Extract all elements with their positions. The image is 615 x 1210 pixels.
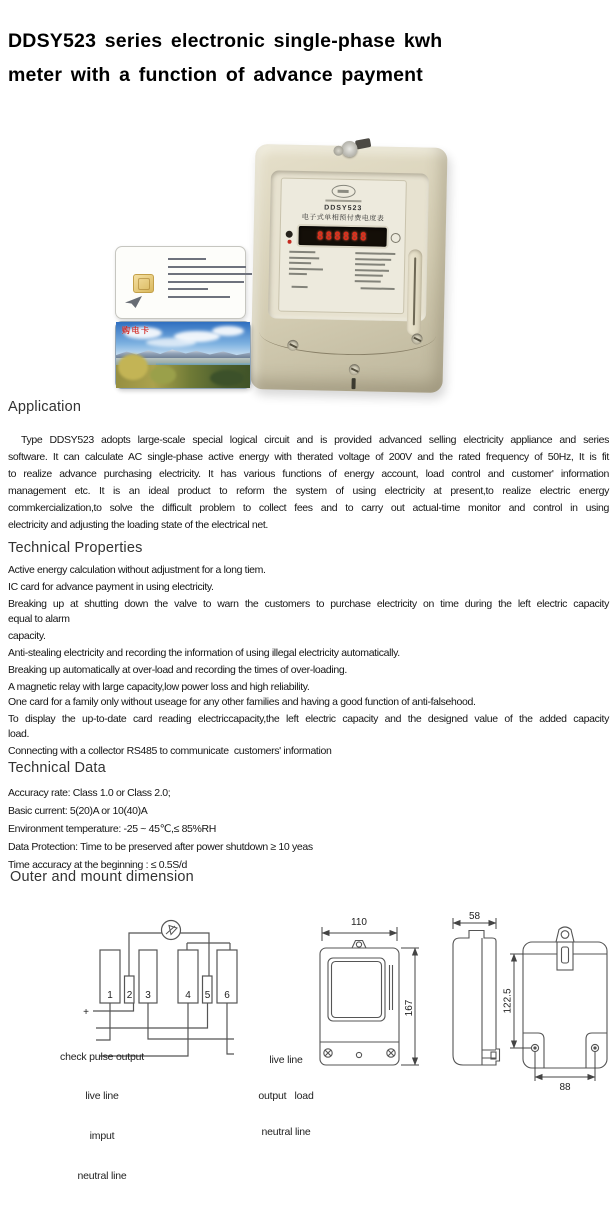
cloud	[212, 326, 244, 336]
fine-print-line	[292, 286, 308, 288]
front-view-outline	[320, 941, 399, 1066]
date-line	[292, 286, 308, 292]
fine-print-line	[168, 281, 244, 283]
page-title-line2: meter with a function of advance payment	[8, 64, 423, 86]
data-line: Environment temperature: -25 ~ 45℃,≤ 85%RH	[8, 823, 216, 835]
meter-subtitle: 电子式单相预付费电度表	[301, 214, 385, 223]
spec-column-left	[289, 251, 324, 285]
data-line: Data Protection: Time to be preserved after power shutdown ≥ 10 yeas	[8, 841, 313, 853]
dim-width-label: 110	[351, 917, 367, 928]
fine-print-line	[289, 267, 323, 270]
fine-print-line	[361, 287, 395, 290]
dimension-heading: Outer and mount dimension	[10, 869, 194, 885]
fine-print-line	[355, 252, 395, 255]
property-line: Anti-stealing electricity and recording the information of using illegal electricity automatically.	[8, 647, 400, 659]
cloud	[146, 338, 196, 347]
text-line: commkercialization,to solve the difficult problem to collect fees and to carry out actual-time monitor and control in using	[8, 502, 609, 514]
ic-card-photo	[115, 246, 246, 319]
technical-data-heading: Technical Data	[8, 760, 106, 776]
back-view-outline	[523, 927, 607, 1068]
wire-label: neutral line	[261, 1126, 311, 1138]
seal-disc-icon	[333, 146, 343, 156]
led-display	[298, 226, 386, 247]
brand-name-line	[325, 199, 361, 202]
nameplate-spec-columns	[280, 245, 405, 287]
text-line: software. It can calculate AC single-phase active energy with therated voltage of 200V and the rated frequency of 50Hz, It is fit	[8, 451, 609, 463]
fine-print-line	[168, 288, 208, 290]
dim-depth-label: 58	[468, 911, 481, 922]
pulse-led-icon	[288, 240, 292, 244]
fine-print-line	[355, 269, 389, 272]
bush	[150, 366, 176, 384]
meter-nameplate	[278, 178, 407, 315]
terminal-cover-seam	[259, 330, 435, 357]
page-title	[8, 24, 490, 92]
side-view-outline	[453, 931, 500, 1066]
card-chip-icon	[133, 274, 154, 293]
property-line: Breaking up automatically at over-load and recording the times of over-loading.	[8, 664, 347, 676]
side-back-view-drawing	[428, 903, 615, 1118]
terminal-number: 1	[107, 990, 113, 1001]
led-digits: 888888	[316, 229, 369, 244]
fine-print-line	[289, 262, 311, 264]
purchase-card-photo	[115, 321, 251, 389]
cover-screw-icon	[349, 364, 360, 375]
plus-sign: +	[83, 1007, 89, 1018]
seal-disc-icon	[341, 141, 357, 157]
wire-label: imput	[89, 1130, 115, 1143]
property-line: Connecting with a collector RS485 to communicate customers' information	[8, 745, 332, 757]
card-red-label: 购电卡	[122, 326, 151, 335]
dim-height-label: 167	[404, 999, 415, 1017]
dim-hole-height-label: 122.5	[502, 988, 514, 1014]
data-line: Time accuracy at the beginning : ≤ 0.5S/d	[8, 859, 187, 871]
fine-print-line	[355, 280, 381, 283]
property-line: To display the up-to-date card reading electriccapacity,the left electric capacity and the designed value of the added capacity	[8, 713, 609, 725]
insert-arrow-icon	[125, 296, 142, 308]
text-line: electricity and adjusting the loading state of the electrical net.	[8, 519, 268, 531]
indicator-dot-icon	[286, 231, 293, 238]
fine-print-line	[355, 258, 391, 261]
cover-latch	[351, 378, 355, 389]
technical-properties-list	[8, 563, 609, 761]
card-instruction-text	[168, 258, 252, 303]
bush	[210, 370, 244, 386]
text-line: management etc. It is an ideal product to reform the system of using electricity at present,to realize electric energy	[8, 485, 609, 497]
property-line: equal to alarm	[8, 613, 70, 625]
ic-card-slot	[407, 249, 423, 335]
application-paragraph	[8, 432, 609, 534]
property-line: load.	[8, 728, 30, 740]
terminal-number: 6	[224, 990, 230, 1001]
bush	[118, 354, 148, 380]
fine-print-line	[168, 296, 230, 298]
fine-print-line	[168, 266, 246, 268]
seal-ring-icon	[391, 233, 401, 243]
terminal-number: 4	[185, 990, 191, 1001]
property-line: One card for a family only without useage for any other families and having a good function of anti-falsehood.	[8, 696, 476, 708]
fine-print-line	[355, 274, 383, 277]
technical-data-list	[8, 786, 609, 876]
terminal-number: 5	[204, 990, 211, 1001]
fine-print-line	[289, 273, 307, 275]
text-line: Type DDSY523 adopts large-scale special logical circuit and is provided advanced selling electricity appliance and series	[21, 434, 609, 446]
wire-label: live line	[85, 1090, 119, 1103]
application-heading: Application	[8, 399, 82, 415]
meter-model: DDSY523	[324, 204, 363, 213]
property-line: IC card for advance payment in using electricity.	[8, 581, 214, 593]
data-line: Accuracy rate: Class 1.0 or Class 2.0;	[8, 787, 171, 799]
fine-print-line	[355, 263, 385, 266]
brand-logo-icon	[331, 185, 355, 198]
text-line: to realize advance purchasing electricity. It has various functions of energy account, load control and customer' information	[8, 468, 609, 480]
fine-print-line	[289, 251, 315, 254]
terminal-number: 2	[126, 990, 133, 1001]
meter-symbol-icon	[166, 926, 177, 935]
terminal-number: 3	[145, 990, 151, 1001]
property-line: Active energy calculation without adjustment for a long tiem.	[8, 564, 266, 576]
fine-print-line	[289, 256, 319, 259]
page-title-line1: DDSY523 series electronic single-phase kwh	[8, 30, 443, 52]
fine-print-line	[168, 273, 252, 275]
spec-column-right	[355, 252, 396, 286]
wire-label: output load	[258, 1090, 314, 1102]
meter-top-seal	[333, 138, 377, 161]
meter-photo	[250, 144, 447, 393]
technical-properties-heading: Technical Properties	[8, 540, 143, 556]
wiring-left-labels	[22, 1024, 182, 1210]
fine-print-line	[168, 258, 206, 260]
property-line: Breaking up at shutting down the valve to warn the customers to purchase electricity on time during the left electric capacity	[8, 598, 609, 610]
wire-label: check pulse output	[60, 1050, 144, 1063]
property-line: A magnetic relay with large capacity,low power loss and high reliability.	[8, 681, 310, 693]
meter-face	[268, 170, 429, 321]
property-line: capacity.	[8, 630, 46, 642]
data-line: Basic current: 5(20)A or 10(40)A	[8, 805, 148, 817]
dim-hole-width-label: 88	[559, 1082, 571, 1093]
serial-line	[360, 287, 394, 293]
wire-label: neutral line	[77, 1170, 127, 1183]
wire-label: live line	[269, 1054, 303, 1066]
